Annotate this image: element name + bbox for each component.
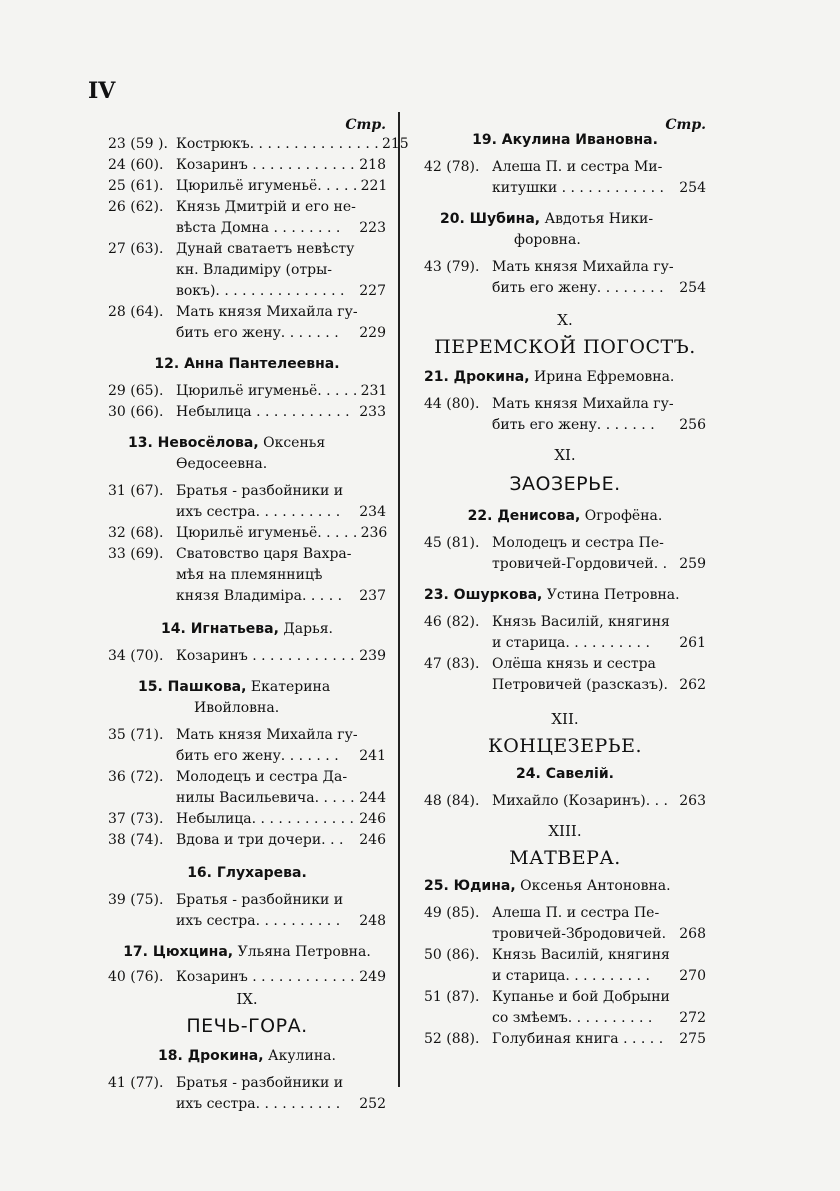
toc-entry: 30 (66). Небылица . . . . . . . . . . . 233 [108, 404, 386, 420]
toc-entry: 24 (60). Козаринъ . . . . . . . . . . . . 218 [108, 157, 386, 173]
page-number: IV [88, 78, 116, 104]
section-title: КОНЦЕЗЕРЬЕ. [488, 735, 642, 757]
toc-entry: 50 (86). Князь Василій, княгиня и старица. . . . . . . . . . 270 [424, 947, 706, 984]
left-column [108, 116, 409, 1115]
narrator-heading: 18. Дрокина, Акулина. [158, 1048, 336, 1064]
toc-entry: 35 (71). Мать князя Михайла гу- бить его жену. . . . . . . 241 [108, 727, 386, 764]
toc-entry: 28 (64). Мать князя Михайла гу- бить его жену. . . . . . . 229 [108, 304, 386, 341]
narrator-heading: 25. Юдина, Оксенья Антоновна. [424, 878, 671, 894]
toc-entry: 39 (75). Братья - разбойники и ихъ сестра. . . . . . . . . . 248 [108, 892, 386, 929]
section-number: IX. [236, 990, 258, 1008]
toc-entry: 49 (85). Алеша П. и сестра Пе- тровичей-Збродовичей. 268 [424, 905, 706, 942]
toc-entry: 47 (83). Олёша князь и сестра Петровичей (разсказъ). 262 [424, 656, 706, 693]
narrator-heading: 17. Цюхцина, Ульяна Петровна. [123, 944, 371, 960]
section-title: ЗАОЗЕРЬЕ. [509, 473, 621, 495]
narrator-heading: 15. Пашкова, Екатерина Ивойловна. [138, 679, 331, 716]
toc-entry: 34 (70). Козаринъ . . . . . . . . . . . . 239 [108, 648, 386, 664]
toc-entry: 41 (77). Братья - разбойники и ихъ сестра. . . . . . . . . . 252 [108, 1075, 386, 1112]
toc-entry: 31 (67). Братья - разбойники и ихъ сестра. . . . . . . . . . 234 [108, 483, 386, 520]
section-title: ПЕРЕМСКОЙ ПОГОСТЪ. [434, 336, 696, 358]
toc-entry: 36 (72). Молодецъ и сестра Да- нилы Васильевича. . . . . 244 [108, 769, 386, 806]
narrator-heading: 20. Шубина, Авдотья Ники- форовна. [440, 211, 654, 248]
narrator-heading: 13. Невосёлова, Оксенья Ѳедосеевна. [128, 435, 326, 472]
toc-entry: 46 (82). Князь Василій, княгиня и старица. . . . . . . . . . 261 [424, 614, 706, 651]
toc-entry: 32 (68). Цюрильё игуменьё. . . . . 236 [108, 525, 388, 541]
page-column-header: Стр. [665, 117, 706, 133]
narrator-heading: 23. Ошуркова, Устина Петровна. [424, 587, 680, 603]
toc-entry: 48 (84). Михайло (Козаринъ). . . 263 [424, 793, 706, 809]
toc-entry: 40 (76). Козаринъ . . . . . . . . . . . . 249 [108, 969, 386, 985]
narrator-heading: 24. Савелій. [516, 766, 614, 782]
narrator-heading: 19. Акулина Ивановна. [472, 132, 658, 148]
toc-entry: 51 (87). Купанье и бой Добрыни со змѣемъ. . . . . . . . . . 272 [424, 989, 706, 1026]
toc-entry: 38 (74). Вдова и три дочери. . . 246 [108, 832, 386, 848]
section-number: XIII. [548, 822, 582, 840]
toc-entry: 25 (61). Цюрильё игуменьё. . . . . 221 [108, 178, 388, 194]
toc-entry: 29 (65). Цюрильё игуменьё. . . . . 231 [108, 383, 388, 399]
narrator-heading: 16. Глухарева. [187, 865, 307, 881]
right-column [424, 116, 706, 1050]
narrator-heading: 22. Денисова, Огрофёна. [467, 508, 663, 524]
section-number: X. [557, 311, 573, 329]
column-divider [398, 112, 400, 1087]
toc-entry: 52 (88). Голубиная книга . . . . . 275 [424, 1031, 706, 1047]
toc-entry: 45 (81). Молодецъ и сестра Пе- тровичей-Гордовичей. . 259 [424, 535, 706, 572]
section-title: ПЕЧЬ-ГОРА. [186, 1015, 308, 1037]
narrator-heading: 14. Игнатьева, Дарья. [161, 621, 333, 637]
toc-entry: 42 (78). Алеша П. и сестра Ми- китушки . . . . . . . . . . . . 254 [424, 159, 706, 196]
section-number: XI. [554, 446, 576, 464]
toc-entry: 33 (69). Сватовство царя Вахра- мѣя на племянницѣ князя Владиміра. . . . . 237 [108, 546, 386, 604]
toc-entry: 37 (73). Небылица. . . . . . . . . . . . 246 [108, 811, 386, 827]
page-column-header: Стр. [345, 117, 386, 133]
toc-entry: 44 (80). Мать князя Михайла гу- бить его жену. . . . . . . 256 [424, 396, 706, 433]
section-number: XII. [551, 710, 579, 728]
toc-entry: 26 (62). Князь Дмитрій и его не- вѣста Домна . . . . . . . . 223 [108, 199, 386, 236]
narrator-heading: 21. Дрокина, Ирина Ефремовна. [424, 369, 675, 385]
toc-entry: 27 (63). Дунай сватаетъ невѣсту кн. Владиміру (отры- вокъ). . . . . . . . . . . . . . . 227 [108, 241, 386, 299]
section-title: МАТВЕРА. [509, 847, 621, 869]
narrator-heading: 12. Анна Пантелеевна. [154, 356, 340, 372]
toc-entry: 23 (59 ). Кострюкъ. . . . . . . . . . . . . . . 215 [108, 136, 409, 152]
toc-entry: 43 (79). Мать князя Михайла гу- бить его жену. . . . . . . . 254 [424, 259, 706, 296]
